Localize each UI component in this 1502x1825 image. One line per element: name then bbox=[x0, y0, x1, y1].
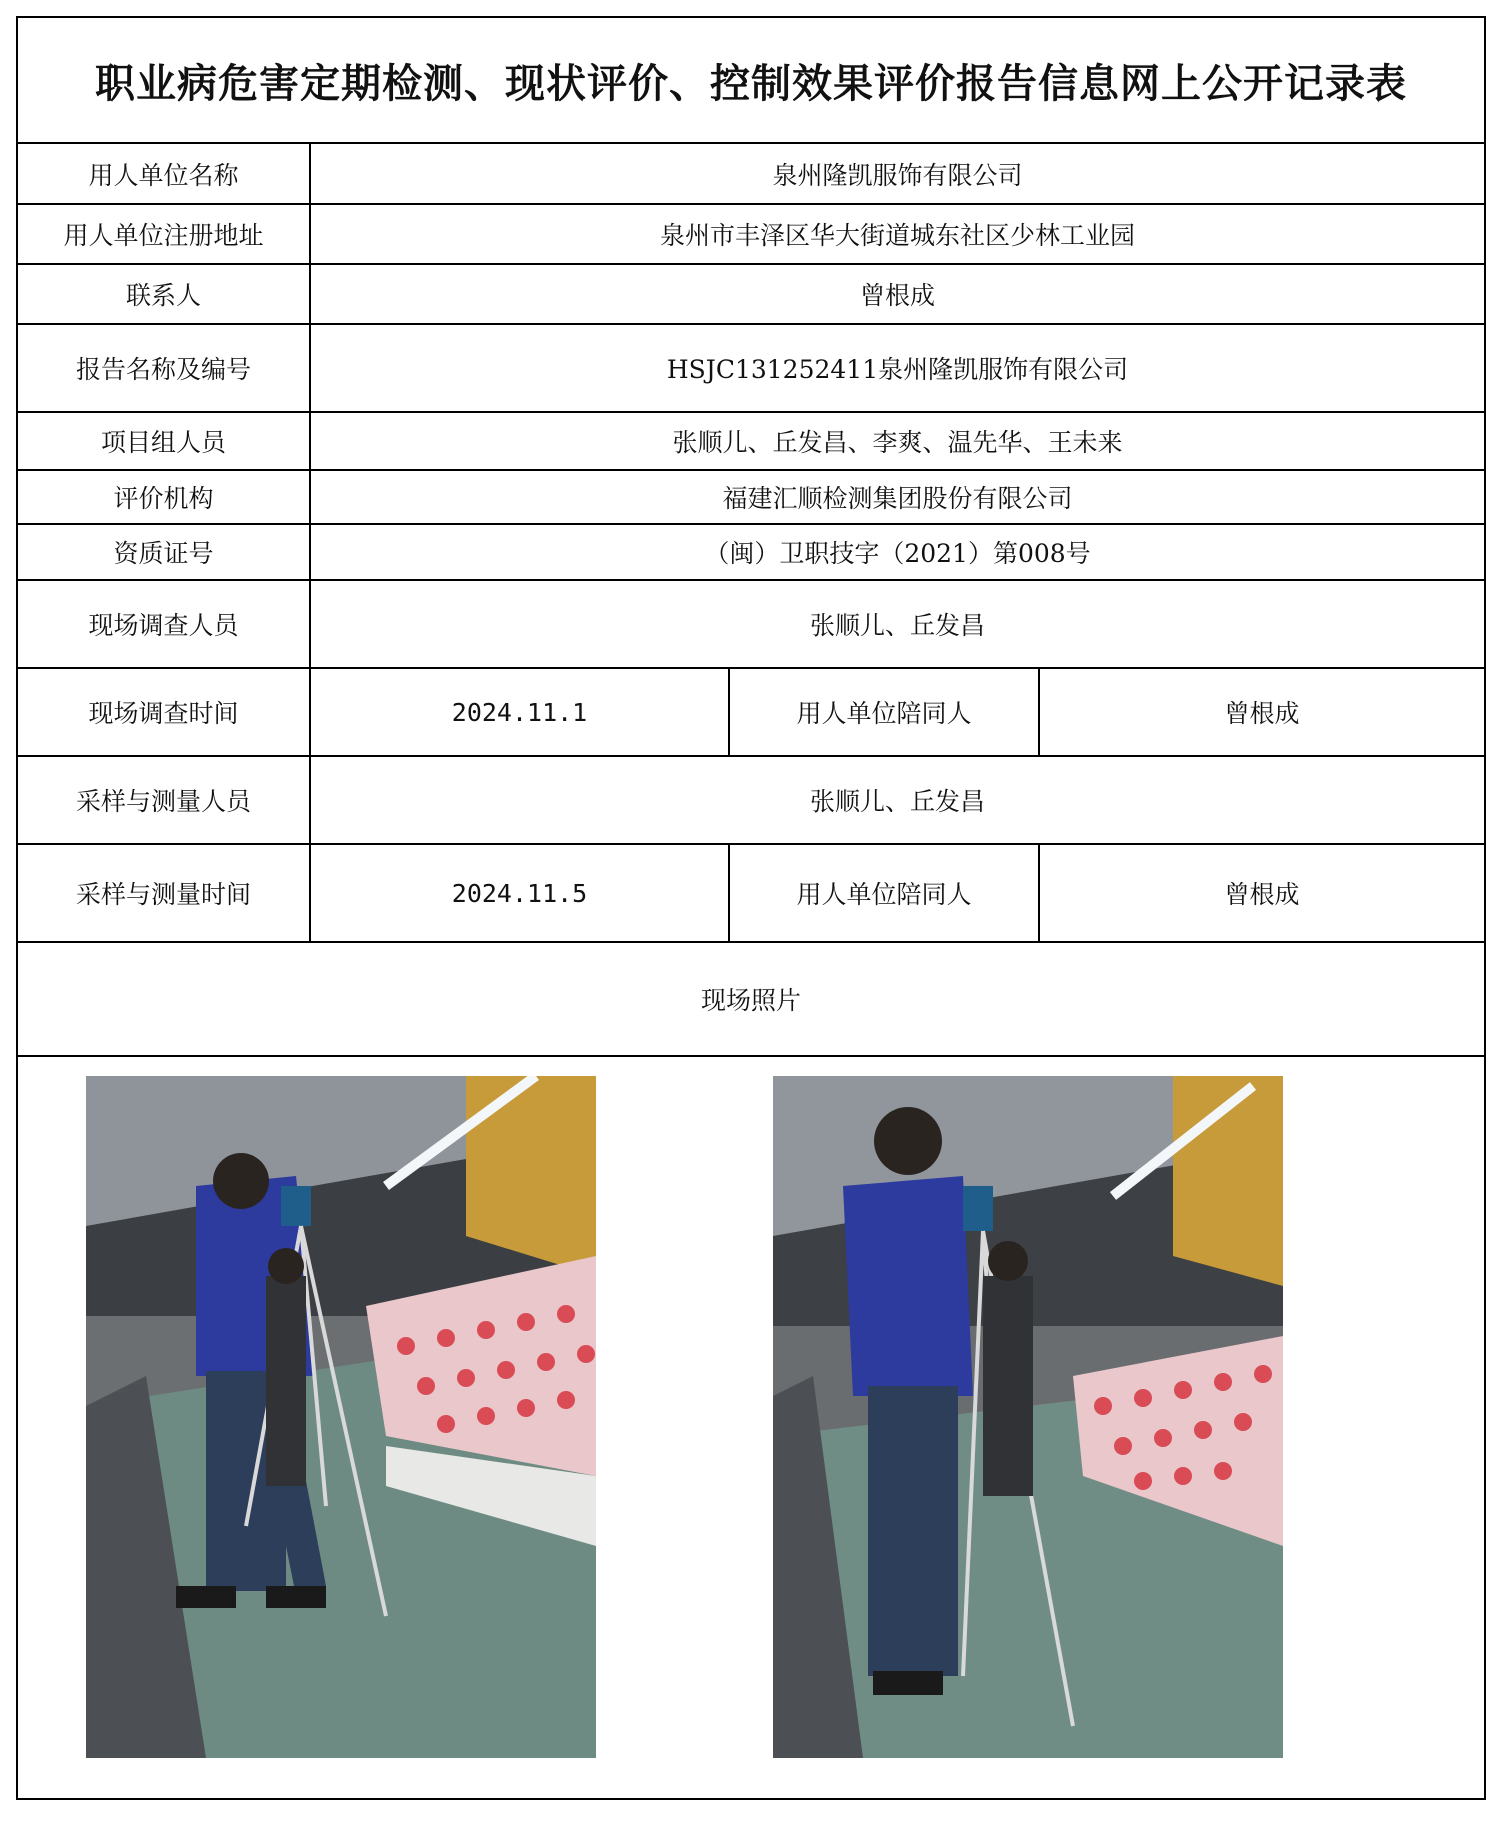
license-value: （闽）卫职技字（2021）第008号 bbox=[310, 524, 1484, 580]
row-company-name bbox=[18, 144, 1484, 204]
row-survey-time bbox=[18, 668, 1484, 756]
license-label: 资质证号 bbox=[18, 524, 310, 580]
row-sampling-time bbox=[18, 844, 1484, 942]
sampling-time-value: 2024.11.5 bbox=[310, 844, 729, 942]
contact-label: 联系人 bbox=[18, 264, 310, 324]
survey-companion-value: 曾根成 bbox=[1039, 668, 1484, 756]
survey-staff-value: 张顺儿、丘发昌 bbox=[310, 580, 1484, 668]
row-agency bbox=[18, 470, 1484, 524]
record-sheet bbox=[16, 16, 1486, 1800]
row-license bbox=[18, 524, 1484, 580]
company-name-value: 泉州隆凯服饰有限公司 bbox=[310, 144, 1484, 204]
contact-value: 曾根成 bbox=[310, 264, 1484, 324]
site-photo-1 bbox=[86, 1076, 596, 1758]
sampling-companion-label: 用人单位陪同人 bbox=[729, 844, 1039, 942]
team-label: 项目组人员 bbox=[18, 412, 310, 470]
sampling-staff-label: 采样与测量人员 bbox=[18, 756, 310, 844]
sampling-time-label: 采样与测量时间 bbox=[18, 844, 310, 942]
row-contact bbox=[18, 264, 1484, 324]
survey-companion-label: 用人单位陪同人 bbox=[729, 668, 1039, 756]
row-address bbox=[18, 204, 1484, 264]
survey-time-value: 2024.11.1 bbox=[310, 668, 729, 756]
address-value: 泉州市丰泽区华大街道城东社区少林工业园 bbox=[310, 204, 1484, 264]
row-report bbox=[18, 324, 1484, 412]
survey-time-label: 现场调查时间 bbox=[18, 668, 310, 756]
agency-label: 评价机构 bbox=[18, 470, 310, 524]
report-label: 报告名称及编号 bbox=[18, 324, 310, 412]
sampling-staff-value: 张顺儿、丘发昌 bbox=[310, 756, 1484, 844]
site-photo-sound-level-measurement-2-icon bbox=[773, 1076, 1283, 1758]
info-table bbox=[18, 144, 1484, 1057]
row-survey-staff bbox=[18, 580, 1484, 668]
address-label: 用人单位注册地址 bbox=[18, 204, 310, 264]
row-photos-label bbox=[18, 942, 1484, 1056]
site-photo-2 bbox=[773, 1076, 1283, 1758]
site-photo-sound-level-measurement-1-icon bbox=[86, 1076, 596, 1758]
row-team bbox=[18, 412, 1484, 470]
team-value: 张顺儿、丘发昌、李爽、温先华、王未来 bbox=[310, 412, 1484, 470]
photos-label: 现场照片 bbox=[18, 942, 1484, 1056]
survey-staff-label: 现场调查人员 bbox=[18, 580, 310, 668]
row-sampling-staff bbox=[18, 756, 1484, 844]
sampling-companion-value: 曾根成 bbox=[1039, 844, 1484, 942]
agency-value: 福建汇顺检测集团股份有限公司 bbox=[310, 470, 1484, 524]
report-value: HSJC131252411泉州隆凯服饰有限公司 bbox=[310, 324, 1484, 412]
company-name-label: 用人单位名称 bbox=[18, 144, 310, 204]
page-title: 职业病危害定期检测、现状评价、控制效果评价报告信息网上公开记录表 bbox=[18, 18, 1484, 144]
photo-area bbox=[18, 1057, 1484, 1825]
